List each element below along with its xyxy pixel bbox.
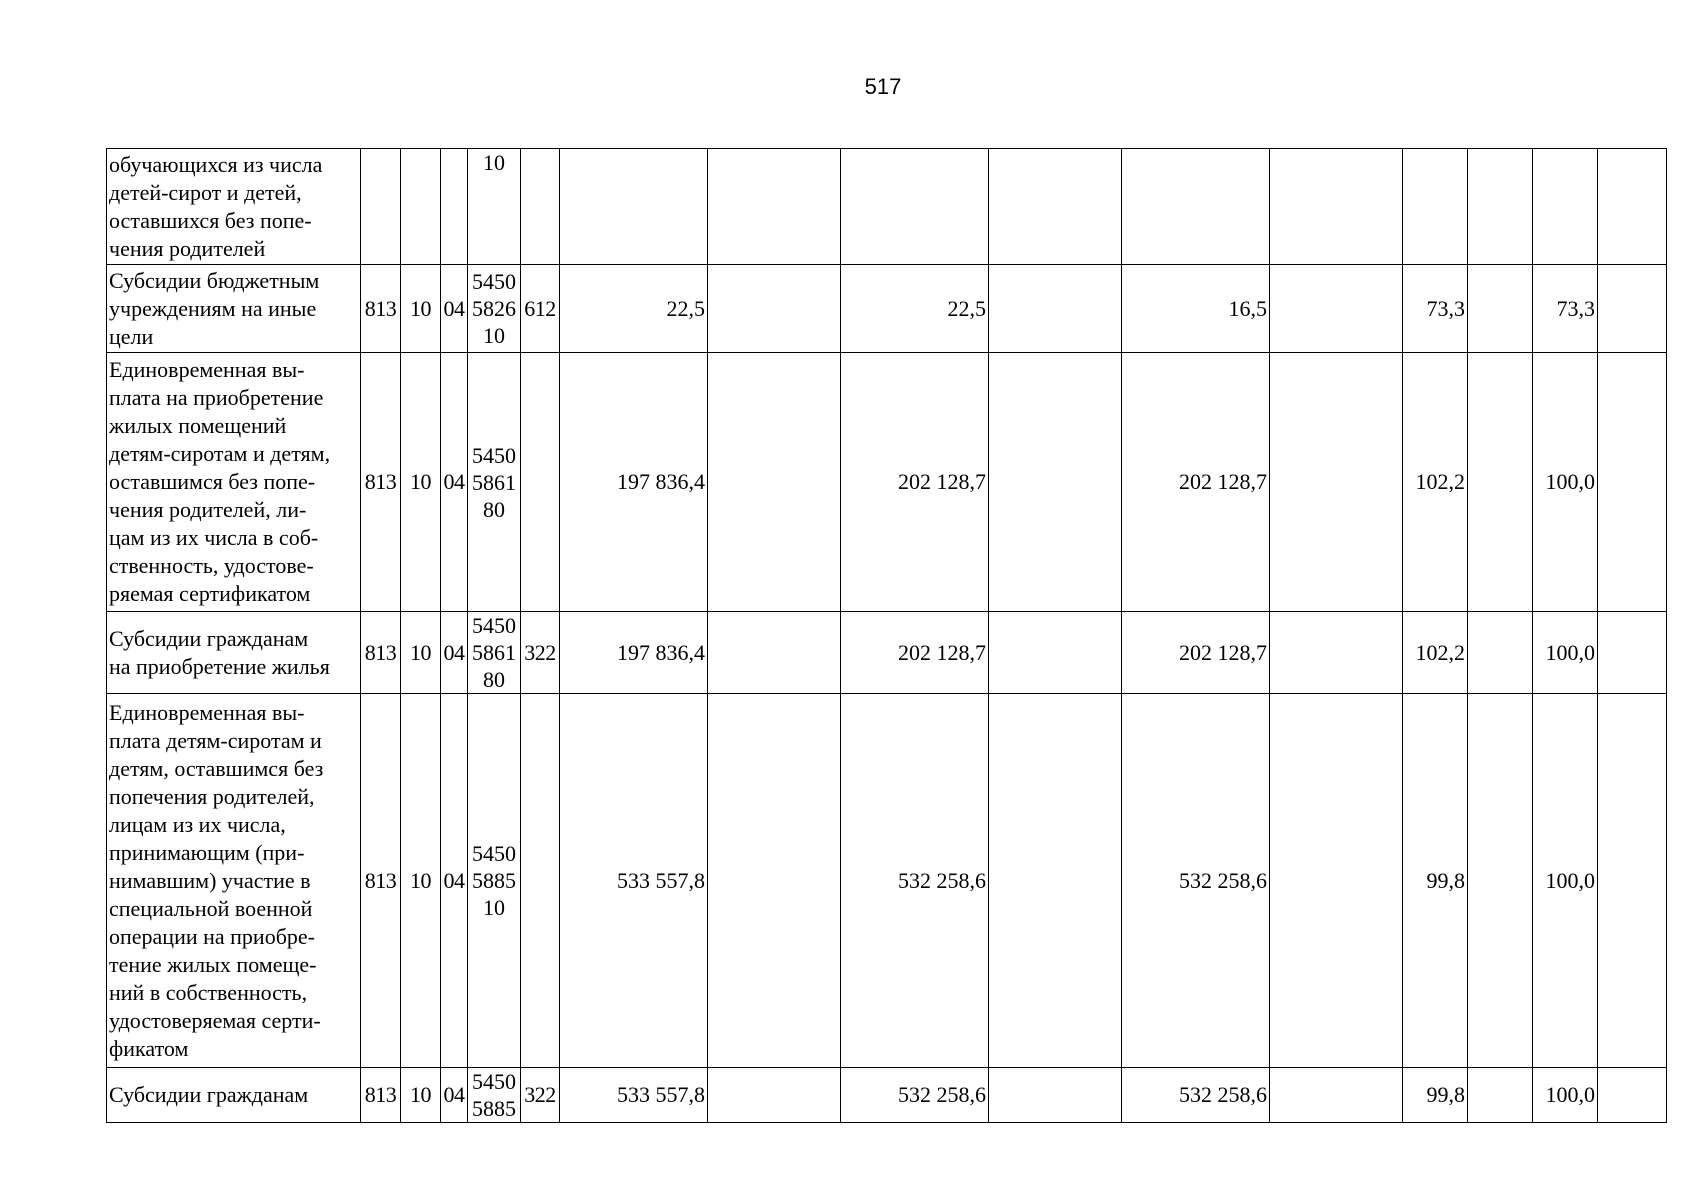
empty-cell xyxy=(989,265,1122,353)
empty-cell xyxy=(1468,353,1533,612)
cell-line: цели xyxy=(109,323,154,349)
empty-cell xyxy=(1468,694,1533,1068)
approved-value-cell: 22,5 xyxy=(841,265,989,353)
plan-value-cell: 533 557,8 xyxy=(560,1068,708,1123)
percent-of-plan-cell: 99,8 xyxy=(1403,694,1468,1068)
subsection-code-cell: 04 xyxy=(441,353,468,612)
subsection-code-cell: 04 xyxy=(441,612,468,694)
section-code-cell: 10 xyxy=(401,694,441,1068)
section-code-cell xyxy=(401,149,441,265)
percent-of-plan-cell: 73,3 xyxy=(1403,265,1468,353)
empty-cell xyxy=(989,694,1122,1068)
expense-type-cell: 612 xyxy=(521,265,560,353)
budget-table xyxy=(106,148,1667,1123)
row-name-cell xyxy=(107,353,361,612)
empty-cell xyxy=(1270,1068,1403,1123)
empty-cell xyxy=(1598,265,1667,353)
empty-cell xyxy=(1468,265,1533,353)
percent-of-approved-cell xyxy=(1533,149,1598,265)
cell-line: Субсидии бюджетным xyxy=(109,267,320,293)
empty-cell xyxy=(1598,1068,1667,1123)
executed-value-cell: 202 128,7 xyxy=(1122,612,1270,694)
cell-line: цам из их числа в соб- xyxy=(109,525,319,550)
cell-line: Единовременная вы- xyxy=(109,699,305,725)
ministry-code-cell: 813 xyxy=(361,612,401,694)
expense-type-cell xyxy=(521,694,560,1068)
empty-cell xyxy=(708,694,841,1068)
empty-cell xyxy=(1598,353,1667,612)
cell-line: лицам из их числа, xyxy=(109,811,286,837)
cell-line: 5450 xyxy=(472,613,516,638)
cell-line: 5861 xyxy=(472,640,516,665)
empty-cell xyxy=(1270,353,1403,612)
cell-line: ственность, удостове- xyxy=(109,553,314,578)
expense-type-cell: 322 xyxy=(521,1068,560,1123)
target-code-cell xyxy=(468,353,521,612)
empty-cell xyxy=(1598,694,1667,1068)
plan-value-cell xyxy=(560,149,708,265)
cell-line: плата детям-сиротам и xyxy=(109,727,322,753)
empty-cell xyxy=(1598,149,1667,265)
target-code-cell xyxy=(468,694,521,1068)
ministry-code-cell: 813 xyxy=(361,353,401,612)
empty-cell xyxy=(1468,612,1533,694)
section-code-cell: 10 xyxy=(401,1068,441,1123)
executed-value-cell: 532 258,6 xyxy=(1122,694,1270,1068)
target-code-cell xyxy=(468,265,521,353)
table-row xyxy=(107,265,1667,353)
plan-value-cell: 22,5 xyxy=(560,265,708,353)
cell-line: плата на приобретение xyxy=(109,385,324,410)
cell-line: 5826 xyxy=(472,296,516,321)
section-code-cell: 10 xyxy=(401,353,441,612)
empty-cell xyxy=(1468,149,1533,265)
approved-value-cell: 532 258,6 xyxy=(841,1068,989,1123)
cell-line: чения родителей xyxy=(109,235,266,261)
percent-of-approved-cell: 73,3 xyxy=(1533,265,1598,353)
cell-line: оставшихся без попе- xyxy=(109,207,312,233)
ministry-code-cell: 813 xyxy=(361,1068,401,1123)
expense-type-cell: 322 xyxy=(521,612,560,694)
empty-cell xyxy=(708,149,841,265)
cell-line: специальной военной xyxy=(109,895,313,921)
empty-cell xyxy=(1598,612,1667,694)
approved-value-cell: 202 128,7 xyxy=(841,353,989,612)
percent-of-plan-cell: 102,2 xyxy=(1403,353,1468,612)
empty-cell xyxy=(708,353,841,612)
cell-line: жилых помещений xyxy=(109,413,287,438)
approved-value-cell: 532 258,6 xyxy=(841,694,989,1068)
cell-line: удостоверяемая серти- xyxy=(109,1007,321,1033)
cell-line: чения родителей, ли- xyxy=(109,497,307,522)
approved-value-cell xyxy=(841,149,989,265)
table-row xyxy=(107,694,1667,1068)
cell-line: 10 xyxy=(483,150,505,175)
percent-of-approved-cell: 100,0 xyxy=(1533,694,1598,1068)
empty-cell xyxy=(708,265,841,353)
cell-line: Субсидии гражданам xyxy=(109,1082,309,1107)
executed-value-cell: 532 258,6 xyxy=(1122,1068,1270,1123)
table-body xyxy=(107,149,1667,1123)
cell-line: ний в собственность, xyxy=(109,979,308,1005)
cell-line: 5885 xyxy=(472,868,516,893)
row-name-cell xyxy=(107,694,361,1068)
percent-of-approved-cell: 100,0 xyxy=(1533,1068,1598,1123)
empty-cell xyxy=(1270,265,1403,353)
cell-line: детям, оставшимся без xyxy=(109,755,324,781)
executed-value-cell: 16,5 xyxy=(1122,265,1270,353)
empty-cell xyxy=(1270,694,1403,1068)
subsection-code-cell: 04 xyxy=(441,1068,468,1123)
percent-of-plan-cell: 99,8 xyxy=(1403,1068,1468,1123)
empty-cell xyxy=(989,612,1122,694)
empty-cell xyxy=(989,149,1122,265)
executed-value-cell xyxy=(1122,149,1270,265)
cell-line: 80 xyxy=(483,667,505,692)
cell-line: 5450 xyxy=(472,442,516,468)
subsection-code-cell: 04 xyxy=(441,265,468,353)
subsection-code-cell: 04 xyxy=(441,694,468,1068)
row-name-cell xyxy=(107,265,361,353)
target-code-cell xyxy=(468,149,521,265)
cell-line: тение жилых помеще- xyxy=(109,951,317,977)
empty-cell xyxy=(989,353,1122,612)
cell-line: детям-сиротам и детям, xyxy=(109,441,331,466)
ministry-code-cell: 813 xyxy=(361,694,401,1068)
cell-line: 5861 xyxy=(472,469,516,495)
cell-line: попечения родителей, xyxy=(109,783,315,809)
empty-cell xyxy=(1468,1068,1533,1123)
empty-cell xyxy=(1270,612,1403,694)
expense-type-cell xyxy=(521,353,560,612)
percent-of-approved-cell: 100,0 xyxy=(1533,353,1598,612)
table-row xyxy=(107,149,1667,265)
cell-line: на приобретение жилья xyxy=(109,653,330,679)
cell-line: 5885 xyxy=(472,1096,516,1121)
cell-line: 5450 xyxy=(472,1069,516,1094)
empty-cell xyxy=(989,1068,1122,1123)
cell-line: фикатом xyxy=(109,1035,189,1061)
percent-of-plan-cell xyxy=(1403,149,1468,265)
percent-of-approved-cell: 100,0 xyxy=(1533,612,1598,694)
cell-line: ряемая сертификатом xyxy=(109,581,311,606)
cell-line: операции на приобре- xyxy=(109,923,315,949)
page-number: 517 xyxy=(864,74,902,99)
expense-type-cell xyxy=(521,149,560,265)
cell-line: оставшимся без попе- xyxy=(109,469,316,494)
section-code-cell: 10 xyxy=(401,265,441,353)
row-name-cell xyxy=(107,612,361,694)
percent-of-plan-cell: 102,2 xyxy=(1403,612,1468,694)
table-row xyxy=(107,353,1667,612)
empty-cell xyxy=(708,612,841,694)
target-code-cell xyxy=(468,612,521,694)
cell-line: 10 xyxy=(483,323,505,348)
table-row xyxy=(107,612,1667,694)
cell-line: нимавшим) участие в xyxy=(109,867,311,893)
plan-value-cell: 197 836,4 xyxy=(560,353,708,612)
row-name-cell xyxy=(107,149,361,265)
cell-line: 10 xyxy=(483,895,505,920)
target-code-cell xyxy=(468,1068,521,1123)
cell-line: 5450 xyxy=(472,841,516,866)
cell-line: 5450 xyxy=(472,269,516,294)
empty-cell xyxy=(1270,149,1403,265)
subsection-code-cell xyxy=(441,149,468,265)
plan-value-cell: 197 836,4 xyxy=(560,612,708,694)
cell-line: учреждениям на иные xyxy=(109,295,317,321)
table-row xyxy=(107,1068,1667,1123)
cell-line: Единовременная вы- xyxy=(109,357,305,382)
section-code-cell: 10 xyxy=(401,612,441,694)
plan-value-cell: 533 557,8 xyxy=(560,694,708,1068)
cell-line: 80 xyxy=(483,496,505,522)
cell-line: детей-сирот и детей, xyxy=(109,179,302,205)
ministry-code-cell xyxy=(361,149,401,265)
row-name-cell xyxy=(107,1068,361,1123)
empty-cell xyxy=(708,1068,841,1123)
cell-line: принимающим (при- xyxy=(109,839,305,865)
ministry-code-cell: 813 xyxy=(361,265,401,353)
cell-line: обучающихся из числа xyxy=(109,151,323,177)
approved-value-cell: 202 128,7 xyxy=(841,612,989,694)
cell-line: Субсидии гражданам xyxy=(109,625,309,651)
executed-value-cell: 202 128,7 xyxy=(1122,353,1270,612)
